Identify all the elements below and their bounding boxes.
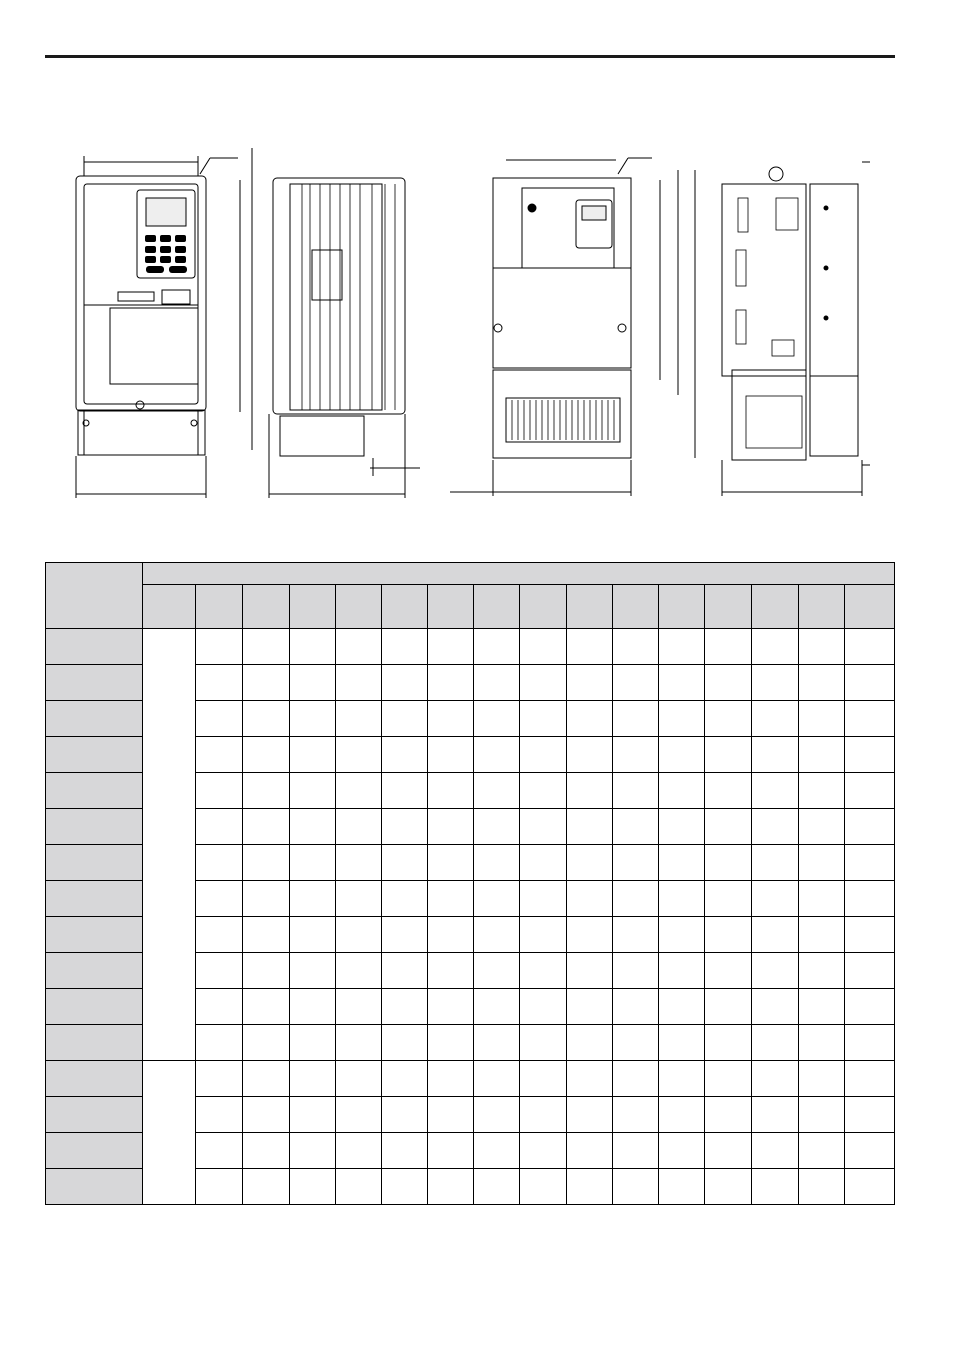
table-header-row-2 (46, 585, 895, 629)
value-cell (427, 989, 473, 1025)
table-row (46, 1061, 895, 1097)
value-cell (335, 737, 381, 773)
value-cell (844, 1061, 894, 1097)
value-cell (751, 1061, 798, 1097)
value-cell (381, 1025, 427, 1061)
model-cell (46, 845, 143, 881)
value-cell (427, 701, 473, 737)
model-cell (46, 1061, 143, 1097)
value-cell (844, 1133, 894, 1169)
value-cell (335, 881, 381, 917)
value-cell (243, 1025, 289, 1061)
value-cell (798, 1169, 844, 1205)
value-cell (751, 953, 798, 989)
value-cell (335, 845, 381, 881)
model-cell (46, 917, 143, 953)
value-cell (520, 665, 567, 701)
value-cell (659, 629, 705, 665)
value-cell (196, 845, 243, 881)
column-header (381, 585, 427, 629)
value-cell (289, 881, 335, 917)
value-cell (196, 881, 243, 917)
value-cell (613, 773, 659, 809)
value-cell (567, 989, 613, 1025)
value-cell (289, 1169, 335, 1205)
value-cell (427, 953, 473, 989)
value-cell (659, 845, 705, 881)
value-cell (613, 701, 659, 737)
value-cell (473, 1133, 519, 1169)
value-cell (473, 1061, 519, 1097)
value-cell (289, 1133, 335, 1169)
value-cell (381, 701, 427, 737)
value-cell (751, 1025, 798, 1061)
value-cell (705, 1169, 751, 1205)
value-cell (798, 989, 844, 1025)
column-header (143, 585, 196, 629)
value-cell (567, 701, 613, 737)
value-cell (659, 773, 705, 809)
value-cell (798, 737, 844, 773)
value-cell (613, 881, 659, 917)
value-cell (613, 917, 659, 953)
value-cell (196, 809, 243, 845)
value-cell (427, 773, 473, 809)
value-cell (613, 845, 659, 881)
dimension-table (45, 562, 895, 1205)
value-cell (289, 665, 335, 701)
value-cell (844, 845, 894, 881)
value-cell (659, 809, 705, 845)
value-cell (427, 1097, 473, 1133)
model-cell (46, 665, 143, 701)
column-header (243, 585, 289, 629)
value-cell (473, 1097, 519, 1133)
value-cell (520, 1025, 567, 1061)
value-cell (751, 773, 798, 809)
value-cell (381, 989, 427, 1025)
value-cell (243, 1169, 289, 1205)
value-cell (567, 1025, 613, 1061)
value-cell (567, 737, 613, 773)
value-cell (705, 917, 751, 953)
value-cell (844, 629, 894, 665)
value-cell (567, 773, 613, 809)
model-cell (46, 629, 143, 665)
value-cell (613, 1025, 659, 1061)
value-cell (659, 953, 705, 989)
value-cell (381, 881, 427, 917)
front-view-small-frame (76, 148, 252, 498)
value-cell (243, 701, 289, 737)
value-cell (844, 1169, 894, 1205)
value-cell (659, 1061, 705, 1097)
value-cell (613, 989, 659, 1025)
value-cell (427, 881, 473, 917)
model-cell (46, 1169, 143, 1205)
value-cell (613, 665, 659, 701)
value-cell (751, 917, 798, 953)
value-cell (427, 809, 473, 845)
value-cell (289, 917, 335, 953)
value-cell (520, 1061, 567, 1097)
value-cell (520, 845, 567, 881)
value-cell (659, 1025, 705, 1061)
value-cell (751, 1169, 798, 1205)
value-cell (381, 1169, 427, 1205)
value-cell (798, 1025, 844, 1061)
value-cell (289, 1061, 335, 1097)
value-cell (196, 1025, 243, 1061)
column-header (567, 585, 613, 629)
value-cell (659, 737, 705, 773)
value-cell (520, 737, 567, 773)
model-cell (46, 1133, 143, 1169)
value-cell (381, 953, 427, 989)
column-header (427, 585, 473, 629)
value-cell (520, 1097, 567, 1133)
value-cell (567, 917, 613, 953)
value-cell (844, 881, 894, 917)
value-cell (473, 809, 519, 845)
value-cell (381, 845, 427, 881)
model-cell (46, 1025, 143, 1061)
value-cell (705, 1097, 751, 1133)
value-cell (381, 665, 427, 701)
value-cell (798, 773, 844, 809)
value-cell (335, 1061, 381, 1097)
value-cell (520, 953, 567, 989)
value-cell (473, 1025, 519, 1061)
value-cell (659, 881, 705, 917)
value-cell (567, 665, 613, 701)
value-cell (243, 737, 289, 773)
value-cell (196, 701, 243, 737)
value-cell (567, 1061, 613, 1097)
value-cell (335, 809, 381, 845)
value-cell (659, 701, 705, 737)
value-cell (289, 1097, 335, 1133)
value-cell (243, 1133, 289, 1169)
value-cell (659, 1133, 705, 1169)
value-cell (844, 989, 894, 1025)
value-cell (289, 1025, 335, 1061)
value-cell (705, 953, 751, 989)
value-cell (196, 665, 243, 701)
value-cell (520, 701, 567, 737)
value-cell (567, 881, 613, 917)
value-cell (705, 665, 751, 701)
dimension-drawings (40, 140, 920, 520)
value-cell (335, 773, 381, 809)
value-cell (289, 809, 335, 845)
value-cell (427, 845, 473, 881)
value-cell (243, 629, 289, 665)
value-cell (520, 881, 567, 917)
value-cell (243, 845, 289, 881)
value-cell (473, 737, 519, 773)
value-cell (289, 629, 335, 665)
column-header (705, 585, 751, 629)
value-cell (381, 773, 427, 809)
model-cell (46, 737, 143, 773)
value-cell (567, 809, 613, 845)
value-cell (243, 665, 289, 701)
value-cell (427, 1025, 473, 1061)
value-cell (473, 989, 519, 1025)
value-cell (705, 809, 751, 845)
value-cell (427, 629, 473, 665)
value-cell (798, 881, 844, 917)
header-rule (45, 55, 895, 58)
column-header (520, 585, 567, 629)
value-cell (798, 809, 844, 845)
value-cell (196, 953, 243, 989)
value-cell (798, 845, 844, 881)
value-cell (844, 665, 894, 701)
column-header (659, 585, 705, 629)
value-cell (844, 737, 894, 773)
value-cell (335, 1097, 381, 1133)
value-cell (335, 701, 381, 737)
value-cell (751, 737, 798, 773)
side-view-small-frame (269, 178, 420, 498)
value-cell (520, 917, 567, 953)
column-header (196, 585, 243, 629)
value-cell (520, 989, 567, 1025)
value-cell (844, 1025, 894, 1061)
value-cell (844, 917, 894, 953)
value-cell (335, 1025, 381, 1061)
side-view-large-frame (722, 162, 870, 496)
value-cell (381, 809, 427, 845)
value-cell (196, 1133, 243, 1169)
value-cell (243, 1097, 289, 1133)
value-cell (705, 881, 751, 917)
value-cell (751, 809, 798, 845)
value-cell (243, 809, 289, 845)
model-cell (46, 953, 143, 989)
value-cell (705, 1133, 751, 1169)
column-header (844, 585, 894, 629)
value-cell (798, 953, 844, 989)
value-cell (196, 629, 243, 665)
column-header (473, 585, 519, 629)
value-cell (613, 629, 659, 665)
value-cell (473, 1169, 519, 1205)
value-cell (196, 989, 243, 1025)
value-cell (844, 953, 894, 989)
value-cell (844, 701, 894, 737)
value-cell (243, 881, 289, 917)
value-cell (613, 953, 659, 989)
column-header (613, 585, 659, 629)
value-cell (520, 809, 567, 845)
value-cell (289, 845, 335, 881)
value-cell (659, 1097, 705, 1133)
value-cell (427, 1061, 473, 1097)
value-cell (798, 629, 844, 665)
value-cell (196, 1061, 243, 1097)
value-cell (289, 953, 335, 989)
value-cell (705, 1025, 751, 1061)
value-cell (381, 1133, 427, 1169)
column-header (751, 585, 798, 629)
value-cell (613, 737, 659, 773)
column-header (289, 585, 335, 629)
value-cell (613, 1133, 659, 1169)
model-cell (46, 881, 143, 917)
value-cell (520, 773, 567, 809)
value-cell (798, 665, 844, 701)
value-cell (613, 1097, 659, 1133)
model-cell (46, 701, 143, 737)
value-cell (798, 1133, 844, 1169)
model-cell (46, 989, 143, 1025)
value-cell (659, 989, 705, 1025)
value-cell (473, 773, 519, 809)
value-cell (427, 1133, 473, 1169)
value-cell (751, 665, 798, 701)
value-cell (567, 1133, 613, 1169)
value-cell (381, 1097, 427, 1133)
table-corner-cell (46, 563, 143, 629)
value-cell (613, 1061, 659, 1097)
group-cell (143, 629, 196, 1061)
table-group-header (143, 563, 895, 585)
value-cell (381, 629, 427, 665)
value-cell (751, 845, 798, 881)
value-cell (381, 1061, 427, 1097)
value-cell (473, 917, 519, 953)
value-cell (844, 773, 894, 809)
value-cell (844, 809, 894, 845)
value-cell (335, 629, 381, 665)
value-cell (381, 917, 427, 953)
front-view-large-frame (450, 158, 695, 496)
column-header (798, 585, 844, 629)
value-cell (243, 1061, 289, 1097)
value-cell (335, 953, 381, 989)
value-cell (659, 665, 705, 701)
value-cell (705, 1061, 751, 1097)
value-cell (243, 953, 289, 989)
value-cell (705, 701, 751, 737)
table-body (46, 629, 895, 1205)
value-cell (473, 629, 519, 665)
value-cell (335, 1133, 381, 1169)
value-cell (335, 665, 381, 701)
value-cell (567, 1169, 613, 1205)
value-cell (243, 989, 289, 1025)
value-cell (751, 1133, 798, 1169)
value-cell (473, 701, 519, 737)
value-cell (427, 737, 473, 773)
value-cell (613, 809, 659, 845)
value-cell (196, 917, 243, 953)
model-cell (46, 773, 143, 809)
value-cell (567, 845, 613, 881)
value-cell (427, 917, 473, 953)
value-cell (567, 1097, 613, 1133)
value-cell (243, 773, 289, 809)
value-cell (243, 917, 289, 953)
value-cell (567, 953, 613, 989)
value-cell (520, 1169, 567, 1205)
value-cell (844, 1097, 894, 1133)
value-cell (289, 989, 335, 1025)
value-cell (473, 953, 519, 989)
value-cell (427, 665, 473, 701)
value-cell (613, 1169, 659, 1205)
value-cell (196, 1097, 243, 1133)
value-cell (705, 629, 751, 665)
value-cell (196, 737, 243, 773)
value-cell (520, 629, 567, 665)
column-header (335, 585, 381, 629)
value-cell (659, 1169, 705, 1205)
value-cell (751, 989, 798, 1025)
table-header-row-1 (46, 563, 895, 585)
value-cell (705, 737, 751, 773)
value-cell (705, 845, 751, 881)
group-cell (143, 1061, 196, 1205)
value-cell (473, 665, 519, 701)
value-cell (751, 629, 798, 665)
value-cell (567, 629, 613, 665)
value-cell (473, 881, 519, 917)
value-cell (705, 989, 751, 1025)
value-cell (705, 773, 751, 809)
value-cell (335, 1169, 381, 1205)
value-cell (335, 989, 381, 1025)
value-cell (520, 1133, 567, 1169)
value-cell (381, 737, 427, 773)
value-cell (473, 845, 519, 881)
value-cell (196, 773, 243, 809)
value-cell (751, 1097, 798, 1133)
value-cell (335, 917, 381, 953)
model-cell (46, 1097, 143, 1133)
value-cell (659, 917, 705, 953)
value-cell (798, 1097, 844, 1133)
model-cell (46, 809, 143, 845)
value-cell (196, 1169, 243, 1205)
value-cell (289, 773, 335, 809)
value-cell (798, 1061, 844, 1097)
value-cell (289, 701, 335, 737)
value-cell (798, 701, 844, 737)
value-cell (798, 917, 844, 953)
value-cell (751, 881, 798, 917)
value-cell (289, 737, 335, 773)
value-cell (751, 701, 798, 737)
value-cell (427, 1169, 473, 1205)
table-row (46, 629, 895, 665)
